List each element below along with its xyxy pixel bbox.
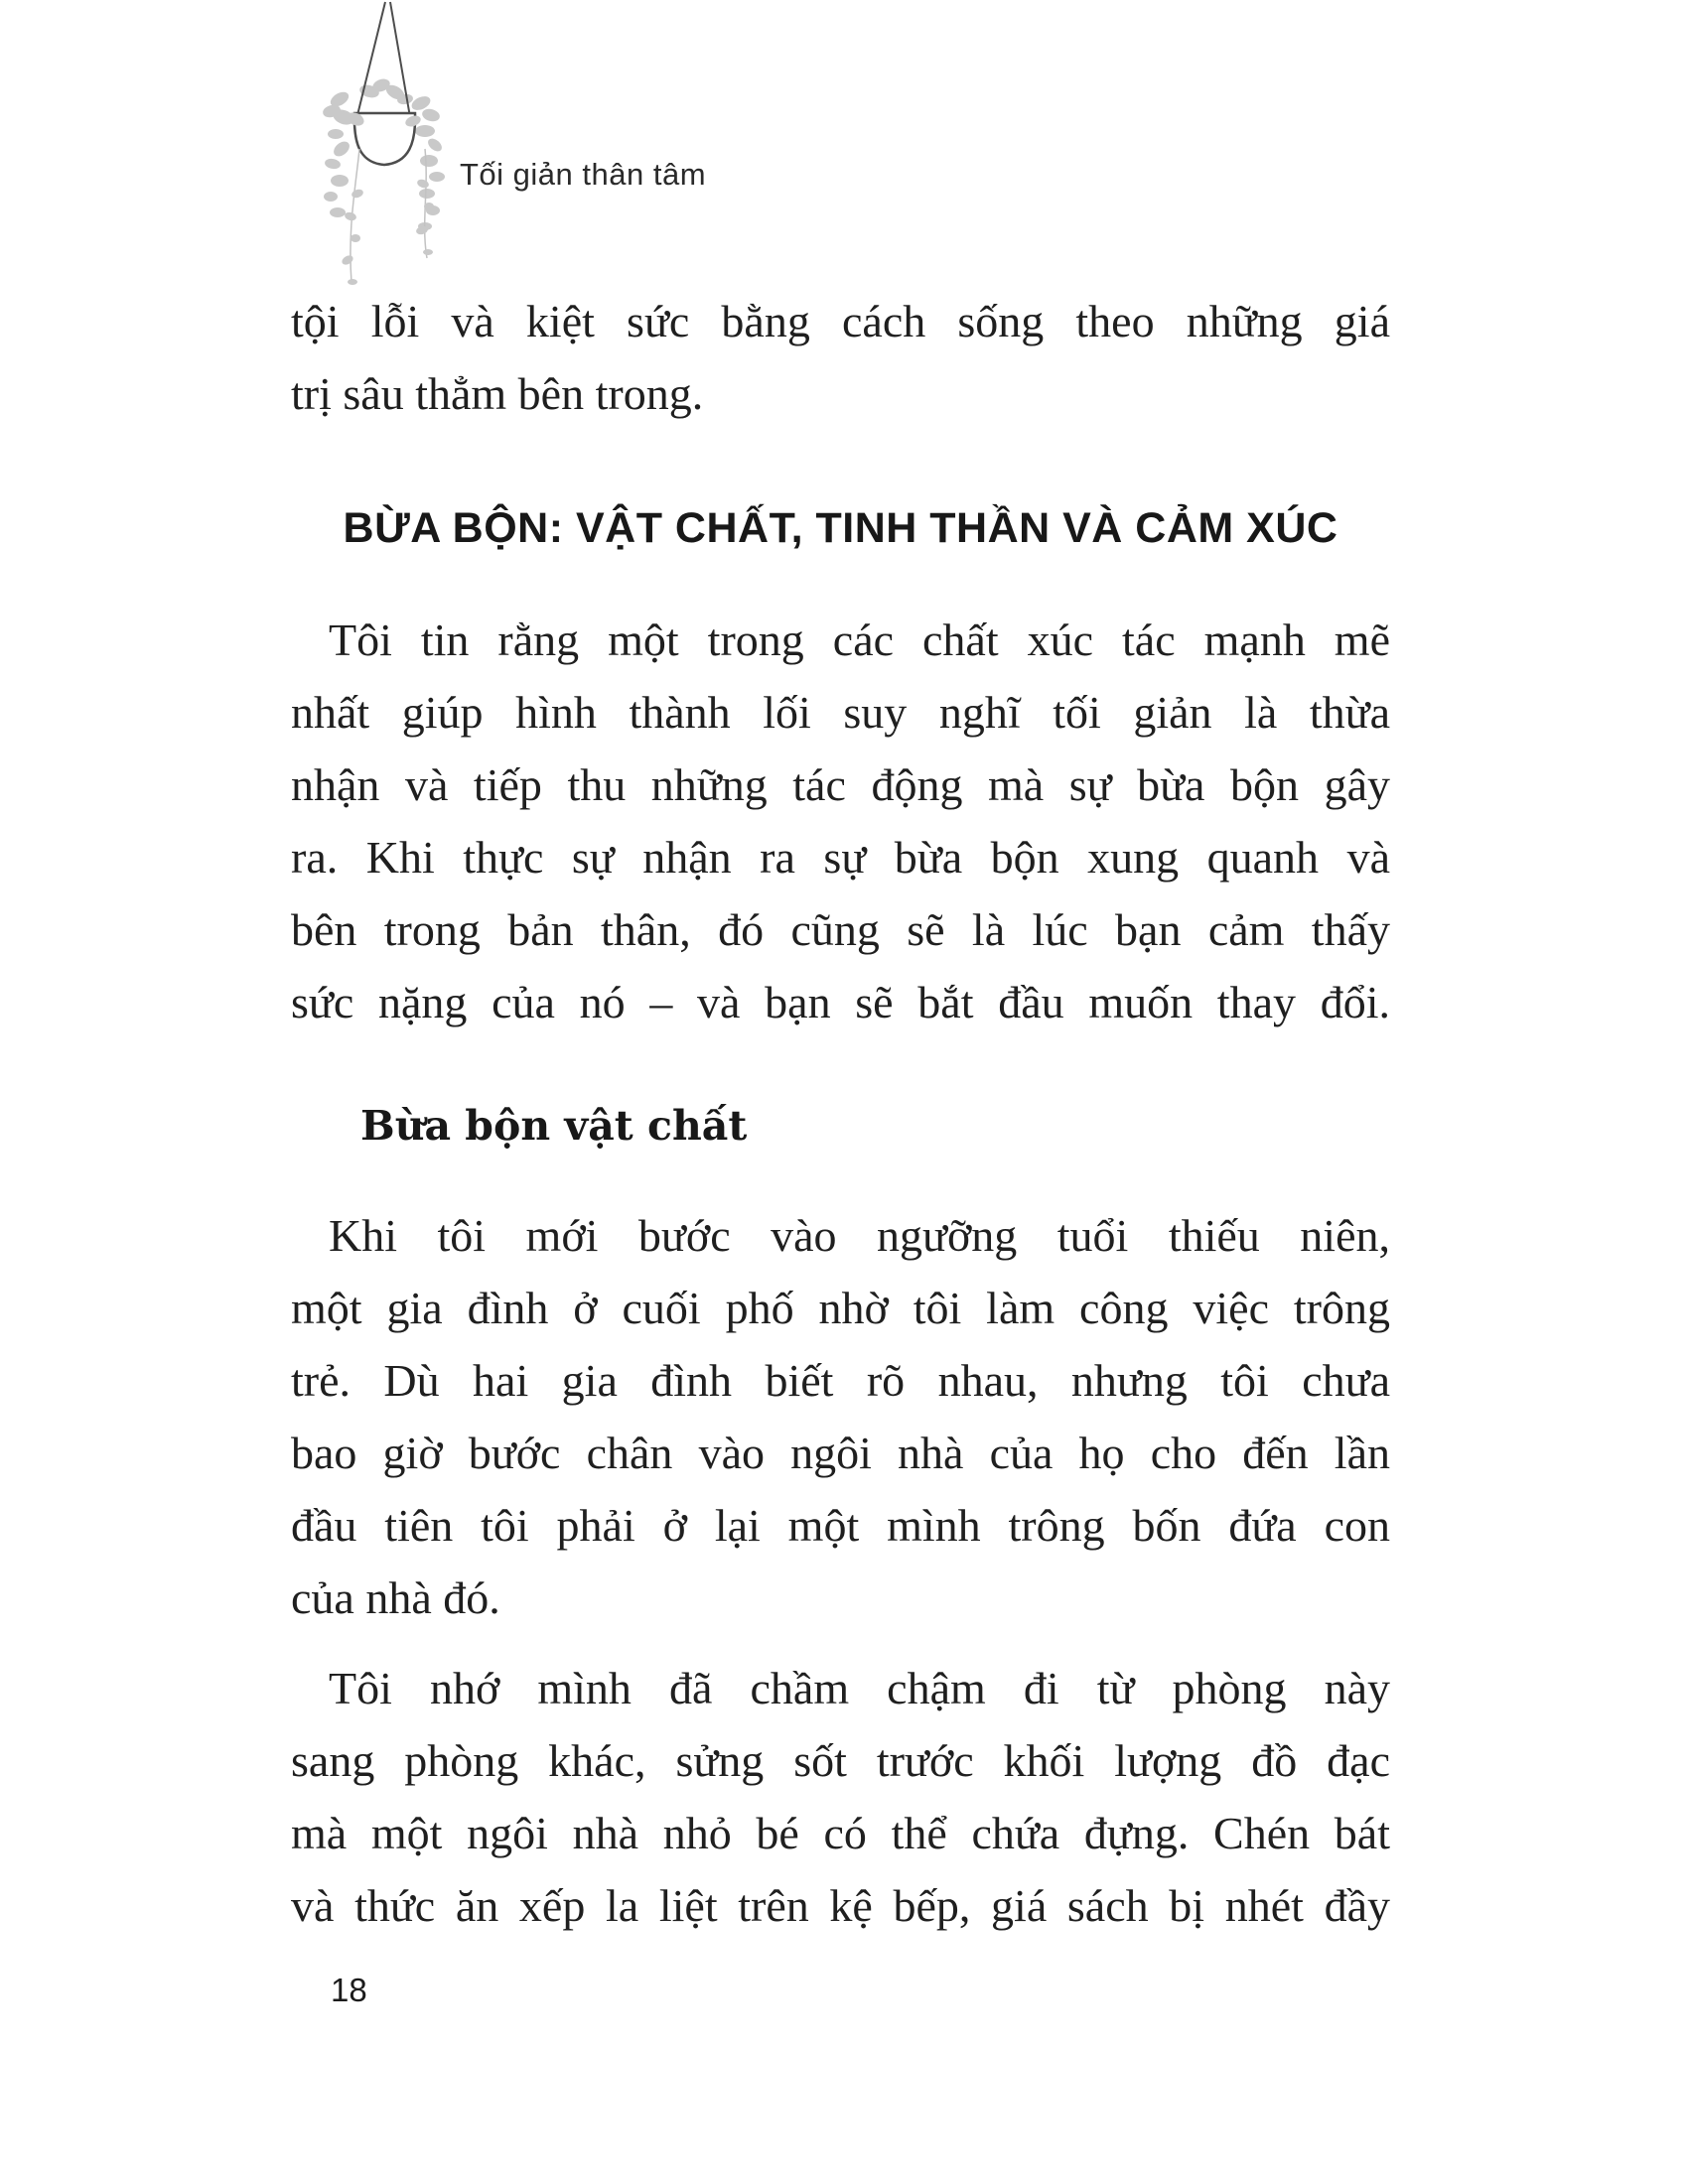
text-line: sức nặng của nó – và bạn sẽ bắt đầu muốn thay đổi. <box>291 977 1390 1027</box>
text-line: bên trong bản thân, đó cũng sẽ là lúc bạn cảm thấy <box>291 904 1390 955</box>
text-line: mà một ngôi nhà nhỏ bé có thể chứa đựng. Chén bát <box>291 1808 1390 1858</box>
text-line: và thức ăn xếp la liệt trên kệ bếp, giá sách bị nhét đầy <box>291 1880 1390 1931</box>
paragraph <box>291 1652 1390 1942</box>
text-line: bao giờ bước chân vào ngôi nhà của họ cho đến lần <box>291 1428 1390 1478</box>
text-line: trẻ. Dù hai gia đình biết rõ nhau, nhưng tôi chưa <box>291 1355 1390 1406</box>
text-line: trị sâu thẳm bên trong. <box>291 368 704 419</box>
subsection-heading: Bừa bộn vật chất <box>360 1102 748 1150</box>
text-line: nhất giúp hình thành lối suy nghĩ tối giản là thừa <box>291 687 1390 738</box>
text-line: của nhà đó. <box>291 1572 500 1623</box>
running-header: Tối giản thân tâm <box>460 157 707 192</box>
text-line: tội lỗi và kiệt sức bằng cách sống theo những giá <box>291 296 1390 346</box>
text-line: một gia đình ở cuối phố nhờ tôi làm công việc trông <box>291 1283 1390 1333</box>
paragraph <box>291 1199 1390 1634</box>
text-line: đầu tiên tôi phải ở lại một mình trông bốn đứa con <box>291 1500 1390 1551</box>
section-heading: BỪA BỘN: VẬT CHẤT, TINH THẦN VÀ CẢM XÚC <box>343 504 1338 552</box>
paragraph <box>291 285 1390 430</box>
text-line: nhận và tiếp thu những tác động mà sự bừa bộn gây <box>291 759 1390 810</box>
text-line: Khi tôi mới bước vào ngưỡng tuổi thiếu niên, <box>329 1210 1390 1261</box>
text-line: ra. Khi thực sự nhận ra sự bừa bộn xung quanh và <box>291 832 1390 883</box>
paragraph <box>291 604 1390 1038</box>
page-number: 18 <box>331 1972 367 2008</box>
text-line: Tôi nhớ mình đã chầm chậm đi từ phòng này <box>329 1663 1390 1713</box>
hanging-plant-icon <box>318 0 457 298</box>
text-line: Tôi tin rằng một trong các chất xúc tác mạnh mẽ <box>329 614 1390 665</box>
text-line: sang phòng khác, sửng sốt trước khối lượng đồ đạc <box>291 1735 1390 1786</box>
